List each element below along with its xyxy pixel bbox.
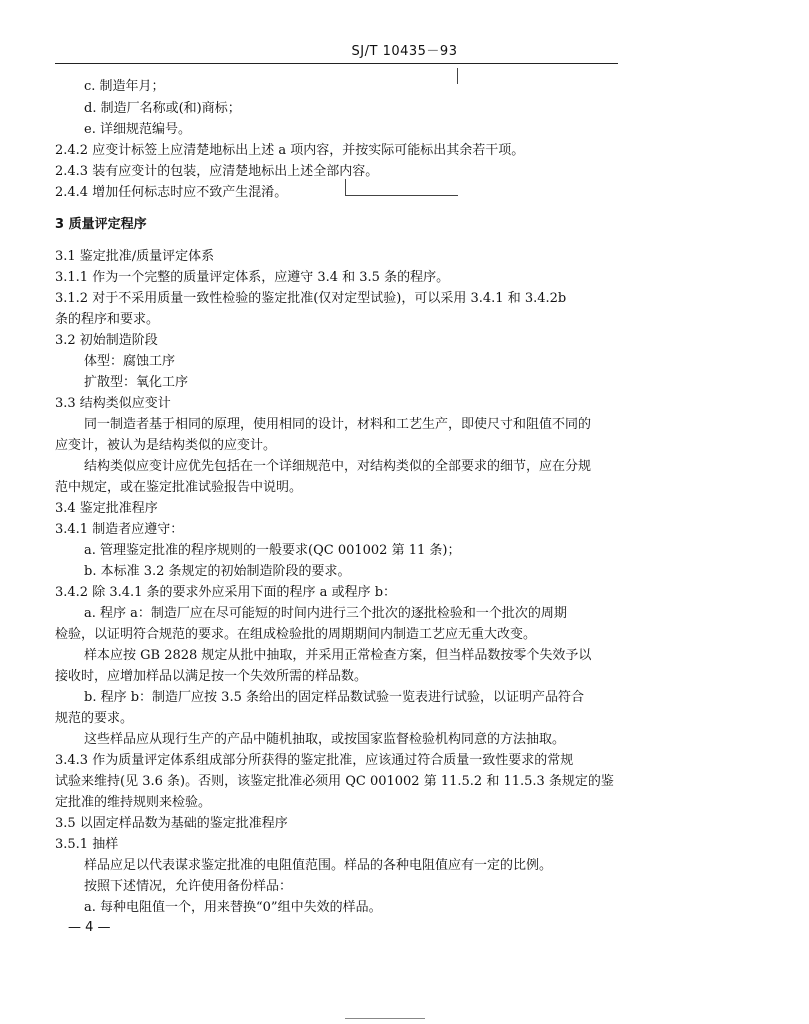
text-line: 2.4.4 增加任何标志时应不致产生混淆。: [55, 185, 288, 200]
text-line: 样本应按 GB 2828 规定从批中抽取，并采用正常检查方案，但当样品数按零个失效予以: [84, 648, 592, 663]
text-line: 3.1.2 对于不采用质量一致性检验的鉴定批准(仅对定型试验)，可以采用 3.4.1 和 3.4.2b: [55, 291, 567, 306]
text-line: a. 程序 a：制造厂应在尽可能短的时间内进行三个批次的逐批检验和一个批次的周期: [84, 606, 567, 621]
text-line: b. 程序 b：制造厂应按 3.5 条给出的固定样品数试验一览表进行试验，以证明产品符合: [84, 690, 584, 705]
text-line: 2.4.3 装有应变计的包装，应清楚地标出上述全部内容。: [55, 164, 379, 179]
text-line: 接收时，应增加样品以满足按一个失效所需的样品数。: [55, 669, 368, 684]
scan-mark: [345, 179, 346, 195]
text-line: 3.2 初始制造阶段: [55, 333, 158, 348]
scan-mark: [345, 195, 458, 196]
text-line: 3.4 鉴定批准程序: [55, 501, 158, 516]
text-line: 范中规定，或在鉴定批准试验报告中说明。: [55, 480, 303, 495]
text-line: 定批准的维持规则来检验。: [55, 795, 212, 810]
text-line: 结构类似应变计应优先包括在一个详细规范中，对结构类似的全部要求的细节，应在分规: [84, 459, 592, 474]
standard-code-header: SJ/T 10435－93: [351, 44, 458, 59]
text-line: 样品应足以代表谋求鉴定批准的电阻值范围。样品的各种电阻值应有一定的比例。: [84, 858, 553, 873]
text-line: 同一制造者基于相同的原理，使用相同的设计，材料和工艺生产，即使尺寸和阻值不同的: [84, 417, 592, 432]
scan-mark: [345, 1018, 425, 1019]
page-number: — 4 —: [68, 920, 111, 935]
text-line: 3.1 鉴定批准/质量评定体系: [55, 249, 215, 264]
text-line: 3.4.3 作为质量评定体系组成部分所获得的鉴定批准，应该通过符合质量一致性要求的常规: [55, 753, 574, 768]
text-line: 这些样品应从现行生产的产品中随机抽取，或按国家监督检验机构同意的方法抽取。: [84, 732, 566, 747]
text-line: 条的程序和要求。: [55, 312, 160, 327]
text-line: 试验来维持(见 3.6 条)。否则，该鉴定批准必须用 QC 001002 第 11.5.2 和 11.5.3 条规定的鉴: [55, 774, 614, 789]
text-line: a. 管理鉴定批准的程序规则的一般要求(QC 001002 第 11 条)；: [84, 543, 461, 558]
text-line: 3.1.1 作为一个完整的质量评定体系，应遵守 3.4 和 3.5 条的程序。: [55, 270, 450, 285]
text-line: 按照下述情况，允许使用备份样品：: [84, 879, 293, 894]
text-line: a. 每种电阻值一个，用来替换“0”组中失效的样品。: [84, 900, 382, 915]
text-line: e. 详细规范编号。: [84, 122, 191, 137]
text-line: 规范的要求。: [55, 711, 134, 726]
text-line: 应变计，被认为是结构类似的应变计。: [55, 438, 277, 453]
text-line: 3.4.2 除 3.4.1 条的要求外应采用下面的程序 a 或程序 b：: [55, 585, 397, 600]
scan-mark: [457, 68, 458, 84]
text-line: b. 本标准 3.2 条规定的初始制造阶段的要求。: [84, 564, 351, 579]
header-rule: [55, 63, 618, 64]
text-line: 3.3 结构类似应变计: [55, 396, 171, 411]
text-line: 检验，以证明符合规范的要求。在组成检验批的周期期间内制造工艺应无重大改变。: [55, 627, 537, 642]
text-line: 3.5 以固定样品数为基础的鉴定批准程序: [55, 816, 288, 831]
text-line: c. 制造年月；: [84, 79, 165, 94]
text-line: 扩散型：氧化工序: [84, 375, 189, 390]
text-line: 体型：腐蚀工序: [84, 354, 176, 369]
text-line: 2.4.2 应变计标签上应清楚地标出上述 a 项内容，并按实际可能标出其余若干项。: [55, 143, 525, 158]
text-line: 3.5.1 抽样: [55, 837, 119, 852]
section-heading: 3 质量评定程序: [55, 217, 147, 232]
text-line: 3.4.1 制造者应遵守：: [55, 522, 184, 537]
text-line: d. 制造厂名称或(和)商标；: [84, 101, 241, 116]
